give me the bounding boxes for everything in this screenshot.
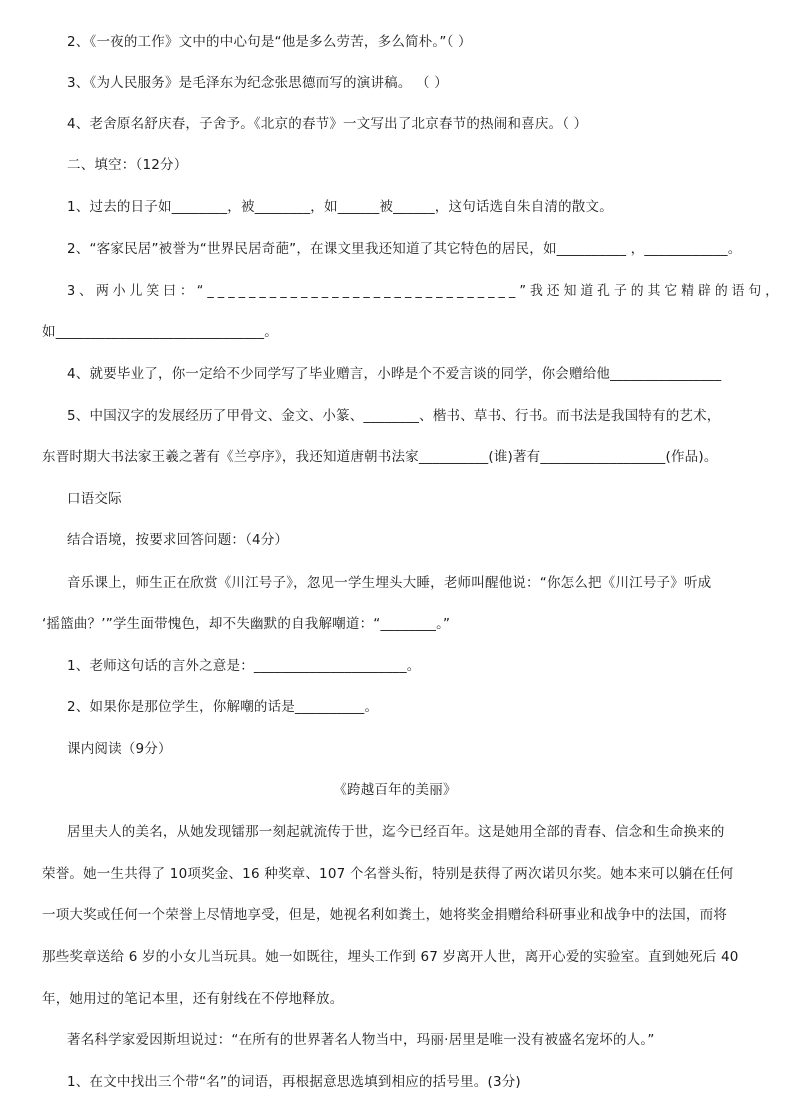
oral-question-1: 1、老师这句话的言外之意是：______________________。 — [67, 658, 421, 674]
reading-paragraph-line-2: 荣誉。她一生共得了 10项奖金、16 种奖章、107 个名誉头衔，特别是获得了两次诺贝尔奖。她本来可以躺在任何 — [42, 866, 734, 882]
judgment-item-4: 4、老舍原名舒庆春，子舍予。《北京的春节》一文写出了北京春节的热闹和喜庆。（ ） — [67, 116, 588, 132]
reading-paragraph-line-3: 一项大奖或任何一个荣誉上尽情地享受，但是，她视名利如粪土，她将奖金捐赠给科研事业和战争中的法国，而将 — [42, 907, 727, 923]
section-heading-oral: 口语交际 — [67, 491, 122, 507]
fill-blank-item-3-continued: 如______________________________。 — [42, 324, 278, 340]
fill-blank-item-5: 5、中国汉字的发展经历了甲骨文、金文、小篆、________、楷书、草书、行书。而书法是我国特有的艺术， — [67, 408, 721, 424]
oral-scenario: 音乐课上，师生正在欣赏《川江号子》，忽见一学生埋头大睡，老师叫醒他说：“你怎么把《川江号子》听成 — [67, 575, 712, 591]
reading-quote: 著名科学家爱因斯坦说过：“在所有的世界著名人物当中，玛丽·居里是唯一没有被盛名宠坏的人。” — [67, 1032, 655, 1048]
reading-paragraph-line-4: 那些奖章送给 6 岁的小女儿当玩具。她一如既往，埋头工作到 67 岁离开人世，离开心爱的实验室。直到她死后 40 — [42, 949, 739, 965]
judgment-item-2: 2、《一夜的工作》文中的中心句是“他是多么劳苦，多么简朴。”（ ） — [67, 34, 472, 50]
reading-question-1: 1、在文中找出三个带“名”的词语，再根据意思选填到相应的括号里。(3分) — [67, 1074, 521, 1090]
oral-question-2: 2、如果你是那位学生，你解嘲的话是__________。 — [67, 699, 379, 715]
oral-scenario-continued: ‘摇篮曲？’”学生面带愧色，却不失幽默的自我解嘲道：“________。” — [42, 616, 451, 632]
section-heading-reading: 课内阅读（9分） — [67, 741, 172, 757]
judgment-item-3: 3、《为人民服务》是毛泽东为纪念张思德而写的演讲稿。 （ ） — [67, 75, 448, 91]
oral-instruction: 结合语境，按要求回答问题：（4分） — [67, 532, 289, 548]
reading-title: 《跨越百年的美丽》 — [333, 782, 457, 798]
reading-paragraph-line-5: 年，她用过的笔记本里，还有射线在不停地释放。 — [42, 991, 344, 1007]
fill-blank-item-5-continued: 东晋时期大书法家王羲之著有《兰亭序》，我还知道唐朝书法家__________(谁)著有__________________(作品)。 — [42, 449, 718, 465]
fill-blank-item-3: 3、两小儿笑曰：“______________________________”我还知道孔子的其它精辟的语句， — [67, 283, 783, 299]
reading-paragraph-line-1: 居里夫人的美名，从她发现镭那一刻起就流传于世，迄今已经百年。这是她用全部的青春、信念和生命换来的 — [67, 824, 725, 840]
fill-blank-item-1: 1、过去的日子如________，被________，如______被______，这句话选自朱自清的散文。 — [67, 199, 613, 215]
fill-blank-item-4: 4、就要毕业了，你一定给不少同学写了毕业赠言，小晔是个不爱言谈的同学，你会赠给他________________ — [67, 366, 722, 382]
fill-blank-item-2: 2、“客家民居”被誉为“世界民居奇葩”，在课文里我还知道了其它特色的居民，如__________ ，____________。 — [67, 241, 742, 257]
section-heading-fill-blank: 二、填空：（12分） — [67, 157, 188, 173]
